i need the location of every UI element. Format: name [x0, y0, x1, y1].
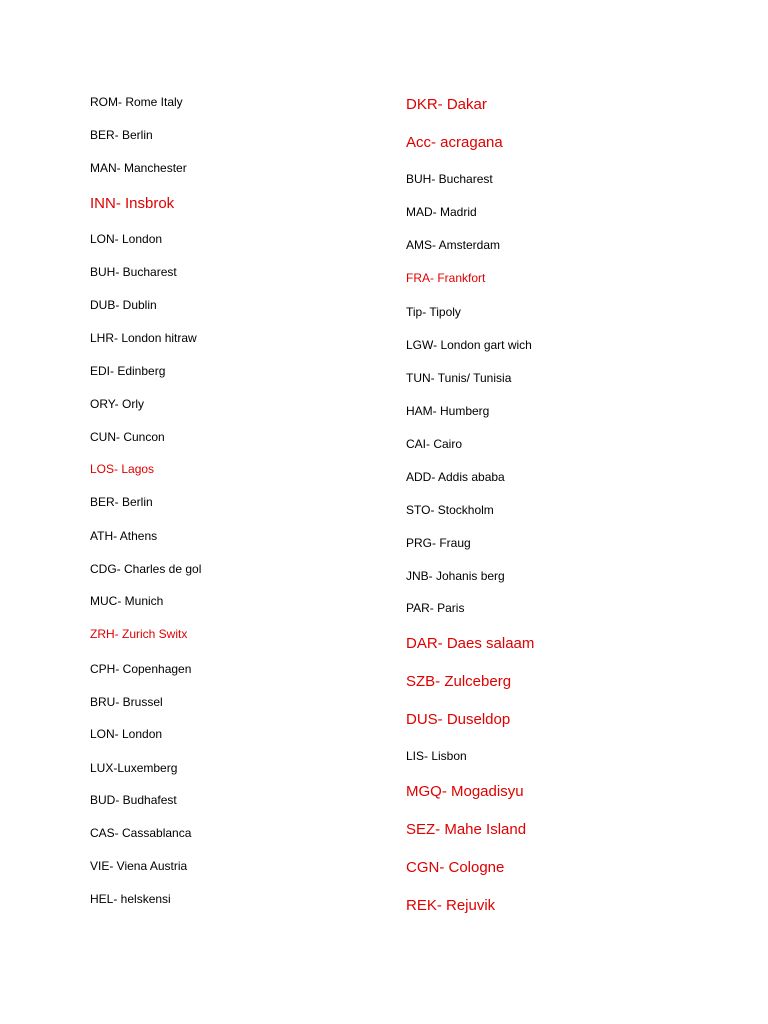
airport-code-entry: LOS- Lagos	[90, 462, 155, 476]
airport-code-entry: CAI- Cairo	[406, 437, 463, 451]
airport-code-entry: CAS- Cassablanca	[90, 826, 192, 840]
airport-code-entry: BUH- Bucharest	[406, 172, 493, 186]
airport-code-entry: SZB- Zulceberg	[406, 673, 512, 690]
airport-code-entry: BUD- Budhafest	[90, 793, 177, 807]
airport-code-entry: LIS- Lisbon	[406, 749, 467, 763]
airport-code-entry: MAD- Madrid	[406, 205, 477, 219]
airport-code-entry: BER- Berlin	[90, 495, 153, 509]
airport-code-entry: HAM- Humberg	[406, 404, 490, 418]
airport-code-entry: PRG- Fraug	[406, 536, 471, 550]
airport-code-entry: Acc- acragana	[406, 134, 503, 151]
airport-code-entry: LON- London	[90, 232, 163, 246]
airport-code-entry: LHR- London hitraw	[90, 331, 197, 345]
airport-code-entry: AMS- Amsterdam	[406, 238, 501, 252]
airport-code-entry: TUN- Tunis/ Tunisia	[406, 371, 512, 385]
airport-code-entry: CDG- Charles de gol	[90, 562, 202, 576]
airport-code-entry: EDI- Edinberg	[90, 364, 166, 378]
airport-code-entry: CUN- Cuncon	[90, 430, 165, 444]
airport-code-entry: BRU- Brussel	[90, 695, 163, 709]
airport-code-entry: DKR- Dakar	[406, 96, 487, 113]
airport-code-entry: FRA- Frankfort	[406, 271, 486, 285]
airport-code-entry: CGN- Cologne	[406, 859, 505, 876]
airport-code-entry: DUS- Duseldop	[406, 711, 511, 728]
airport-code-entry: LON- London	[90, 727, 163, 741]
airport-code-entry: MGQ- Mogadisyu	[406, 783, 524, 800]
airport-code-entry: BUH- Bucharest	[90, 265, 177, 279]
airport-code-entry: LGW- London gart wich	[406, 338, 532, 352]
airport-code-entry: PAR- Paris	[406, 601, 465, 615]
airport-code-entry: ADD- Addis ababa	[406, 470, 505, 484]
airport-code-entry: ZRH- Zurich Switx	[90, 627, 188, 641]
airport-code-entry: LUX-Luxemberg	[90, 761, 178, 775]
airport-code-entry: Tip- Tipoly	[406, 305, 461, 319]
airport-code-entry: DUB- Dublin	[90, 298, 157, 312]
airport-code-entry: BER- Berlin	[90, 128, 153, 142]
airport-code-entry: JNB- Johanis berg	[406, 569, 505, 583]
airport-code-entry: MUC- Munich	[90, 594, 164, 608]
airport-code-entry: INN- Insbrok	[90, 195, 175, 212]
airport-code-entry: CPH- Copenhagen	[90, 662, 192, 676]
airport-code-entry: VIE- Viena Austria	[90, 859, 188, 873]
airport-code-entry: STO- Stockholm	[406, 503, 494, 517]
airport-code-entry: HEL- helskensi	[90, 892, 171, 906]
airport-code-entry: ORY- Orly	[90, 397, 145, 411]
airport-code-entry: ATH- Athens	[90, 529, 158, 543]
airport-code-entry: ROM- Rome Italy	[90, 95, 183, 109]
airport-code-entry: MAN- Manchester	[90, 161, 187, 175]
airport-code-entry: SEZ- Mahe Island	[406, 821, 527, 838]
airport-code-entry: DAR- Daes salaam	[406, 635, 535, 652]
airport-code-entry: REK- Rejuvik	[406, 897, 496, 914]
